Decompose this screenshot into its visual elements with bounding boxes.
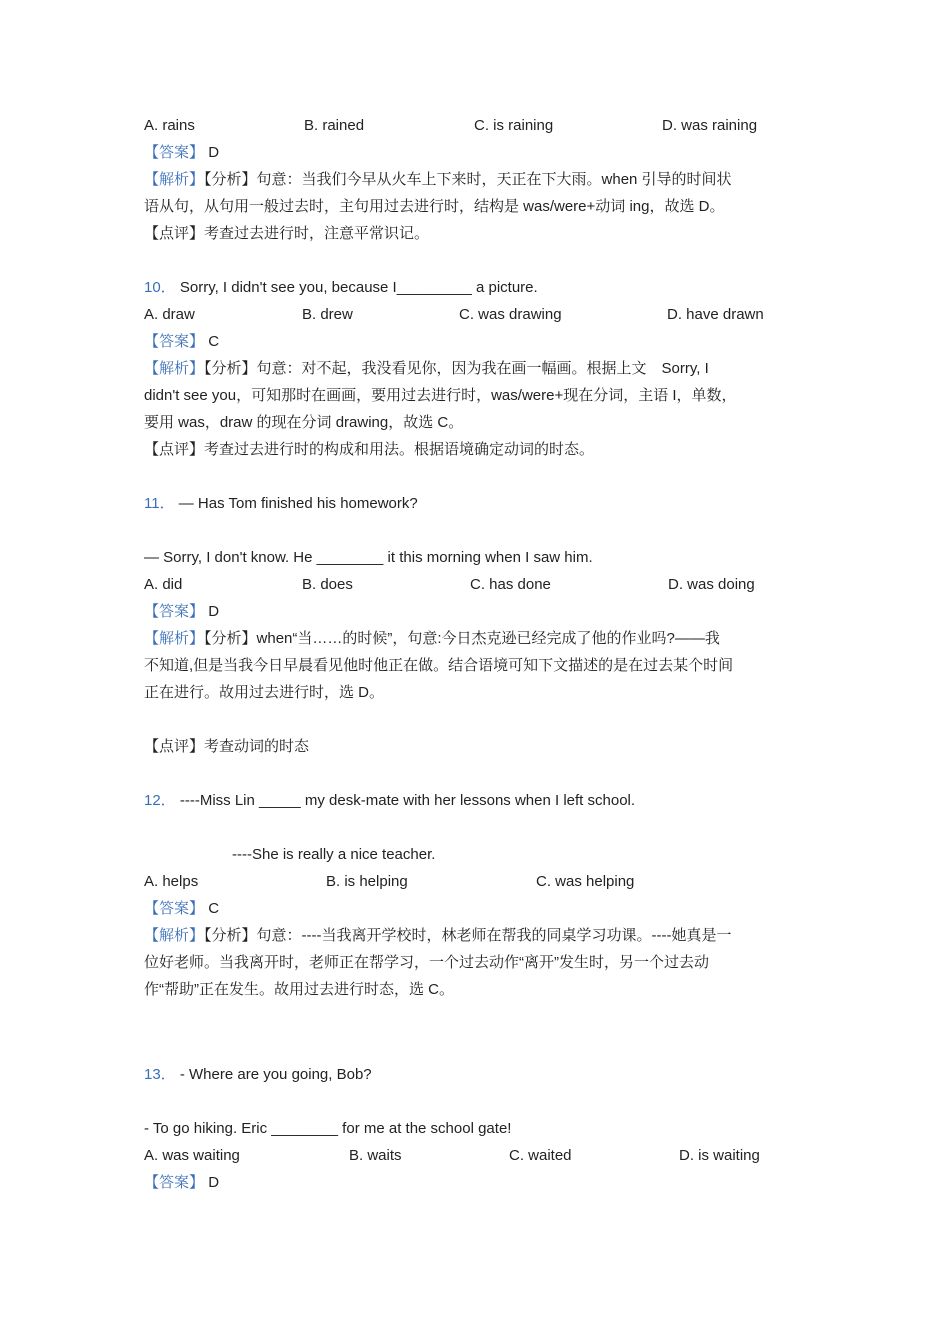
q11-option-b: B. does	[302, 576, 353, 593]
q12-analysis-cont2: 作“帮助”正在发生。故用过去进行时态，选 C。	[144, 981, 454, 998]
question-text: — Has Tom finished his homework?	[178, 495, 418, 512]
q10-analysis-cont: didn't see you，可知那时在画画，要用过去进行时，was/were+现在分词，主语 I，单数，	[144, 387, 737, 404]
q10-option-b: B. drew	[302, 306, 353, 323]
q12-stem	[144, 787, 808, 814]
question-text: Sorry, I didn't see you, because I_________ a picture.	[179, 279, 538, 296]
q12-option-b: B. is helping	[326, 873, 408, 890]
question-number: 11．	[144, 495, 175, 512]
question-text: ----Miss Lin _____ my desk-mate with her lessons when I left school.	[179, 792, 636, 809]
q10-analysis-cont2: 要用 was，draw 的现在分词 drawing，故选 C。	[144, 414, 464, 431]
q9-options	[144, 112, 808, 139]
q10-option-a: A. draw	[144, 306, 195, 323]
q12-answer	[144, 895, 808, 922]
q11-analysis	[144, 625, 808, 652]
answer-tag: 【答案】	[144, 144, 205, 161]
document-page	[144, 112, 808, 1196]
q10-options	[144, 301, 808, 328]
analysis-text: 【分析】句意：当我们今早从火车上下来时，天正在下大雨。when 引导的时间状	[204, 171, 732, 188]
q12-stem-reply: ----She is really a nice teacher.	[232, 846, 436, 863]
q10-analysis	[144, 355, 808, 382]
q11-option-a: A. did	[144, 576, 183, 593]
q9-analysis-cont: 语从句，从句用一般过去时，主句用过去进行时，结构是 was/were+动词 ing，故选 D。	[144, 198, 725, 215]
analysis-tag: 【解析】	[144, 927, 205, 944]
q13-answer	[144, 1169, 808, 1196]
analysis-tag: 【解析】	[144, 360, 205, 377]
answer-value: D	[208, 1174, 220, 1191]
q11-stem	[144, 490, 808, 517]
q12-options	[144, 868, 808, 895]
q9-option-a: A. rains	[144, 117, 195, 134]
q11-options	[144, 571, 808, 598]
answer-value: C	[208, 900, 220, 917]
q9-option-d: D. was raining	[662, 117, 758, 134]
answer-tag: 【答案】	[144, 333, 205, 350]
q13-option-a: A. was waiting	[144, 1147, 240, 1164]
q11-option-c: C. has done	[470, 576, 551, 593]
q10-option-d: D. have drawn	[667, 306, 764, 323]
q10-review: 【点评】考查过去进行时的构成和用法。根据语境确定动词的时态。	[144, 441, 595, 458]
q13-option-c: C. waited	[509, 1147, 572, 1164]
q12-analysis	[144, 922, 808, 949]
answer-value: C	[208, 333, 220, 350]
analysis-text: 【分析】when“当……的时候”，句意:今日杰克逊已经完成了他的作业吗?——我	[204, 630, 720, 647]
analysis-tag: 【解析】	[144, 171, 205, 188]
q13-options	[144, 1142, 808, 1169]
answer-tag: 【答案】	[144, 603, 205, 620]
answer-tag: 【答案】	[144, 900, 205, 917]
analysis-tag: 【解析】	[144, 630, 205, 647]
q11-review: 【点评】考查动词的时态	[144, 738, 310, 755]
question-text: - Where are you going, Bob?	[179, 1066, 372, 1083]
question-number: 13．	[144, 1066, 176, 1083]
q9-analysis	[144, 166, 808, 193]
answer-value: D	[208, 603, 220, 620]
q12-analysis-cont: 位好老师。当我离开时，老师正在帮学习，一个过去动作“离开”发生时，另一个过去动	[144, 954, 709, 971]
q9-option-c: C. is raining	[474, 117, 554, 134]
analysis-text: 【分析】句意：----当我离开学校时，林老师在帮我的同桌学习功课。----她真是一	[204, 927, 732, 944]
question-number: 12．	[144, 792, 176, 809]
answer-tag: 【答案】	[144, 1174, 205, 1191]
q12-option-c: C. was helping	[536, 873, 635, 890]
q13-option-d: D. is waiting	[679, 1147, 760, 1164]
analysis-text: 【分析】句意：对不起，我没看见你，因为我在画一幅画。根据上文 Sorry, I	[204, 360, 709, 377]
q11-analysis-cont: 不知道,但是当我今日早晨看见他时他正在做。结合语境可知下文描述的是在过去某个时间	[144, 657, 734, 674]
q11-analysis-cont2: 正在进行。故用过去进行时，选 D。	[144, 684, 385, 701]
q11-answer	[144, 598, 808, 625]
q10-stem	[144, 274, 808, 301]
q11-option-d: D. was doing	[668, 576, 755, 593]
q13-stem	[144, 1061, 808, 1088]
q9-answer	[144, 139, 808, 166]
q9-review: 【点评】考查过去进行时，注意平常识记。	[144, 225, 430, 242]
question-number: 10．	[144, 279, 176, 296]
q10-answer	[144, 328, 808, 355]
q10-option-c: C. was drawing	[459, 306, 562, 323]
q13-option-b: B. waits	[349, 1147, 402, 1164]
q9-option-b: B. rained	[304, 117, 365, 134]
answer-value: D	[208, 144, 220, 161]
q13-stem-reply: - To go hiking. Eric ________ for me at the school gate!	[144, 1120, 512, 1137]
q11-stem-reply: — Sorry, I don't know. He ________ it this morning when I saw him.	[144, 549, 593, 566]
q12-option-a: A. helps	[144, 873, 199, 890]
